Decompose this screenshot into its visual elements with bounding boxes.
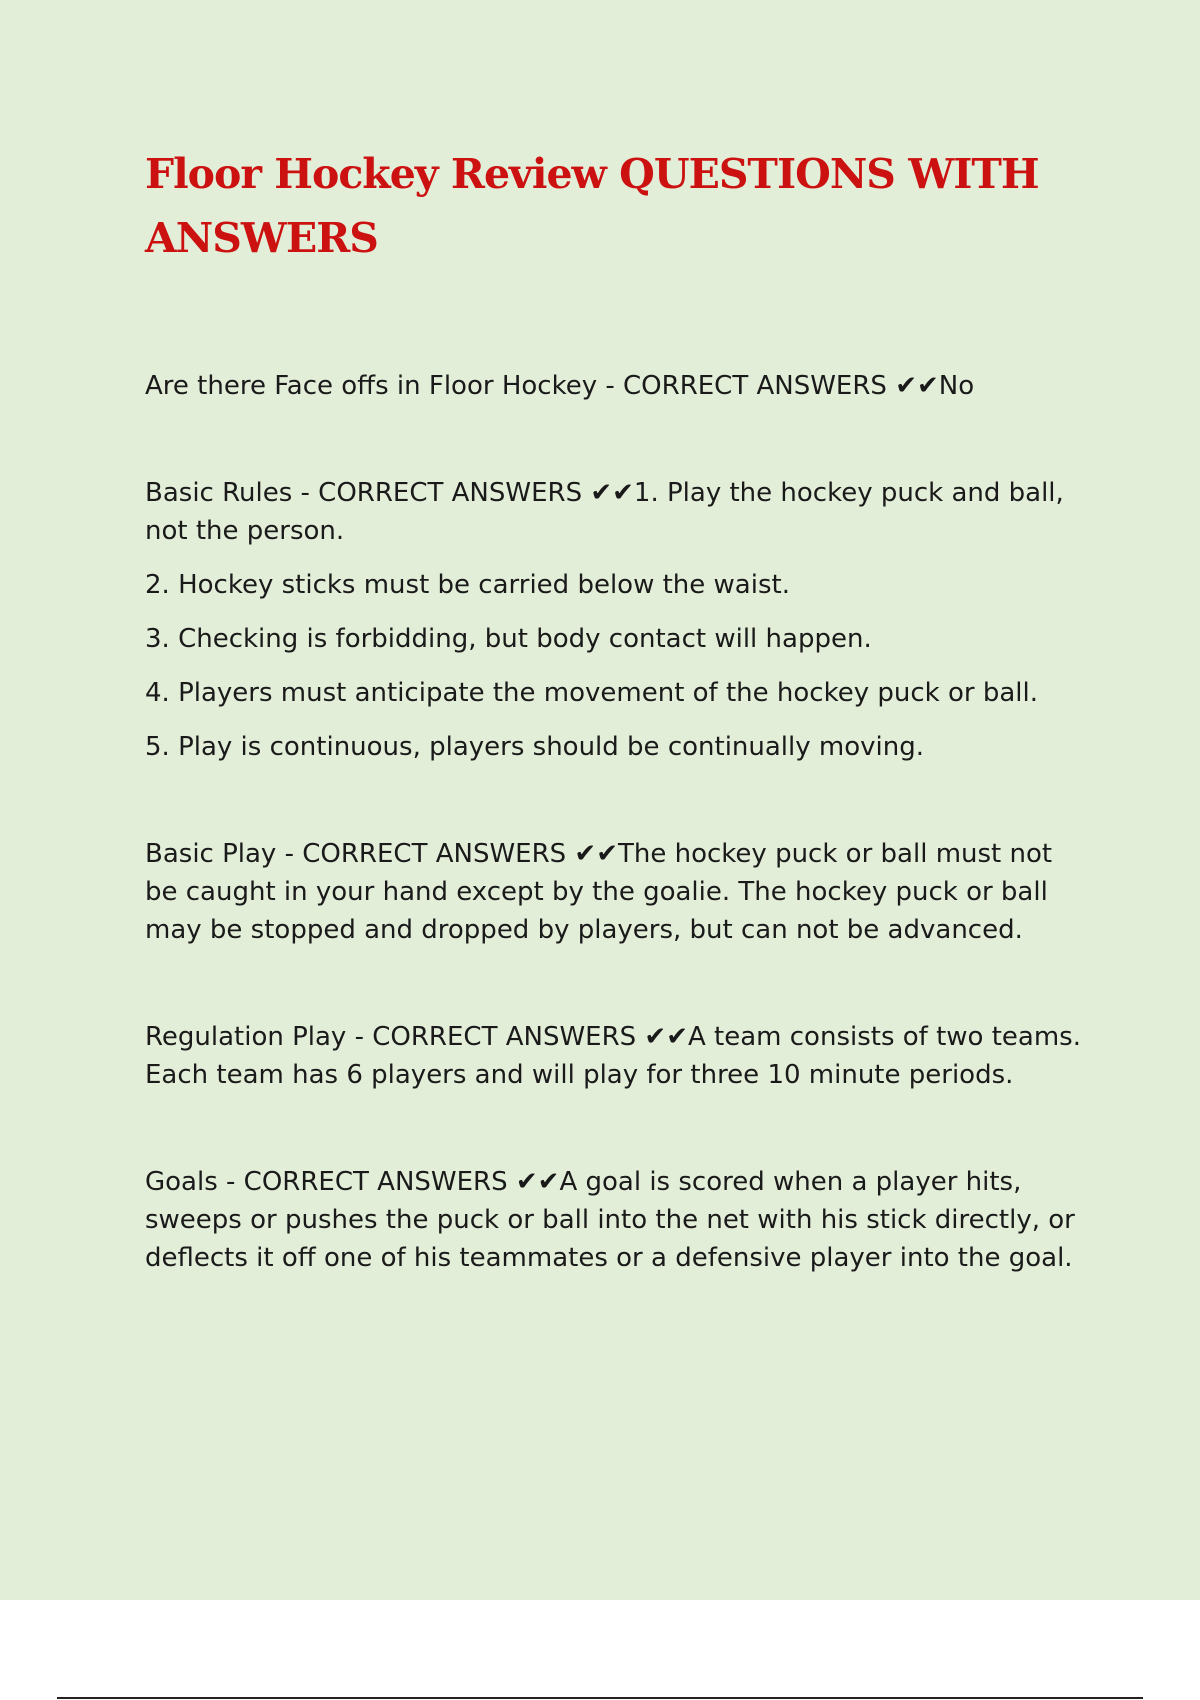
qa-item-goals	[145, 1163, 1090, 1277]
answer-text: A team consists of two teams. Each team has 6 players and will play for three 10 minute periods.	[145, 1022, 1081, 1090]
qa-item-regulation-play	[145, 1018, 1090, 1094]
correct-answers-marker: - CORRECT ANSWERS ✔✔	[346, 1022, 688, 1052]
qa-text	[145, 835, 1090, 949]
question-text: Are there Face offs in Floor Hockey	[145, 371, 598, 401]
rule-line: 5. Play is continuous, players should be continually moving.	[145, 732, 924, 762]
answer-text: A goal is scored when a player hits, sweeps or pushes the puck or ball into the net with his stick directly, or deflects it off one of his teammates or a defensive player into the goal.	[145, 1167, 1075, 1273]
page-title: Floor Hockey Review QUESTIONS WITH ANSWERS	[145, 150, 1039, 262]
footer-divider	[57, 1697, 1143, 1699]
qa-text	[145, 474, 1090, 550]
rule-line: 3. Checking is forbidding, but body contact will happen.	[145, 624, 872, 654]
answer-text: 1. Play the hockey puck and ball, not the person.	[145, 478, 1064, 546]
qa-text	[145, 367, 1090, 405]
answer-text: The hockey puck or ball must not be caught in your hand except by the goalie. The hockey puck or ball may be stopped and dropped by players, but can not be advanced.	[145, 839, 1053, 945]
correct-answers-marker: - CORRECT ANSWERS ✔✔	[597, 371, 939, 401]
qa-item-basic-play	[145, 835, 1090, 949]
correct-answers-marker: - CORRECT ANSWERS ✔✔	[276, 839, 618, 869]
qa-text	[145, 1163, 1090, 1277]
qa-text	[145, 1018, 1090, 1094]
qa-list	[145, 367, 1090, 1277]
rule-line: 2. Hockey sticks must be carried below the waist.	[145, 570, 790, 600]
correct-answers-marker: - CORRECT ANSWERS ✔✔	[217, 1167, 560, 1197]
answer-text: No	[938, 371, 975, 401]
question-text: Basic Play	[145, 839, 277, 869]
rule-line: 4. Players must anticipate the movement of the hockey puck or ball.	[145, 678, 1038, 708]
qa-item-face-offs	[145, 367, 1090, 405]
question-text: Basic Rules	[145, 478, 293, 508]
question-text: Regulation Play	[145, 1022, 347, 1052]
qa-item-basic-rules	[145, 474, 1090, 766]
correct-answers-marker: - CORRECT ANSWERS ✔✔	[292, 478, 634, 508]
question-text: Goals	[145, 1167, 218, 1197]
